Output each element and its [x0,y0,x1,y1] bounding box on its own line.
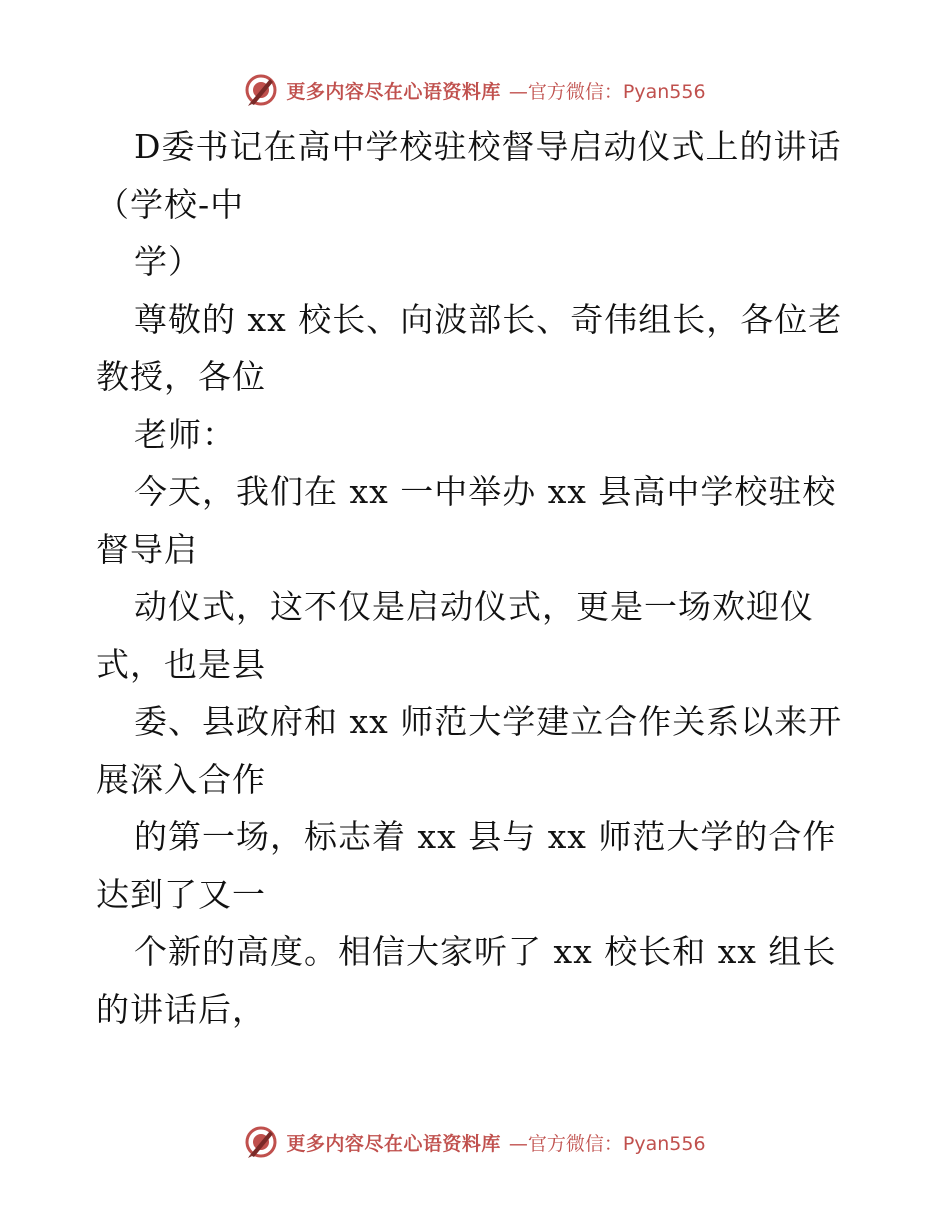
document-line: 达到了又一 [96,874,266,914]
document-line: 教授，各位 [96,357,266,396]
footer-banner [0,1120,950,1164]
quill-pen-logo-icon [244,73,278,107]
quill-pen-logo-icon [244,1125,278,1159]
document-line: 的第一场，标志着 xx 县与 xx 师范大学的合作 [134,817,837,856]
document-line: 展深入合作 [96,759,266,799]
header-banner [0,68,950,112]
document-line: 式，也是县 [96,644,266,684]
document-line: 委、县政府和 xx 师范大学建立合作关系以来开 [134,702,843,741]
document-line: 个新的高度。相信大家听了 xx 校长和 xx 组长 [134,932,837,971]
document-line: 老师： [134,414,236,454]
banner-wechat-text: —官方微信：Pyan556 [508,1132,706,1155]
document-line: 督导启 [96,529,198,569]
document-line: 学） [134,242,202,281]
banner-main-text: 更多内容尽在心语资料库 [286,80,501,103]
document-line: （学校-中 [96,184,245,224]
document-line: 动仪式，这不仅是启动仪式，更是一场欢迎仪 [134,587,814,626]
document-line: D委书记在高中学校驻校督导启动仪式上的讲话 [134,127,842,166]
banner-main-text: 更多内容尽在心语资料库 [286,1132,501,1155]
banner-wechat-text: —官方微信：Pyan556 [508,80,706,103]
document-line: 今天，我们在 xx 一中举办 xx 县高中学校驻校 [134,472,837,511]
document-line: 尊敬的 xx 校长、向波部长、奇伟组长，各位老 [134,299,843,339]
document-line: 的讲话后， [96,989,266,1029]
document-body [96,118,856,1038]
